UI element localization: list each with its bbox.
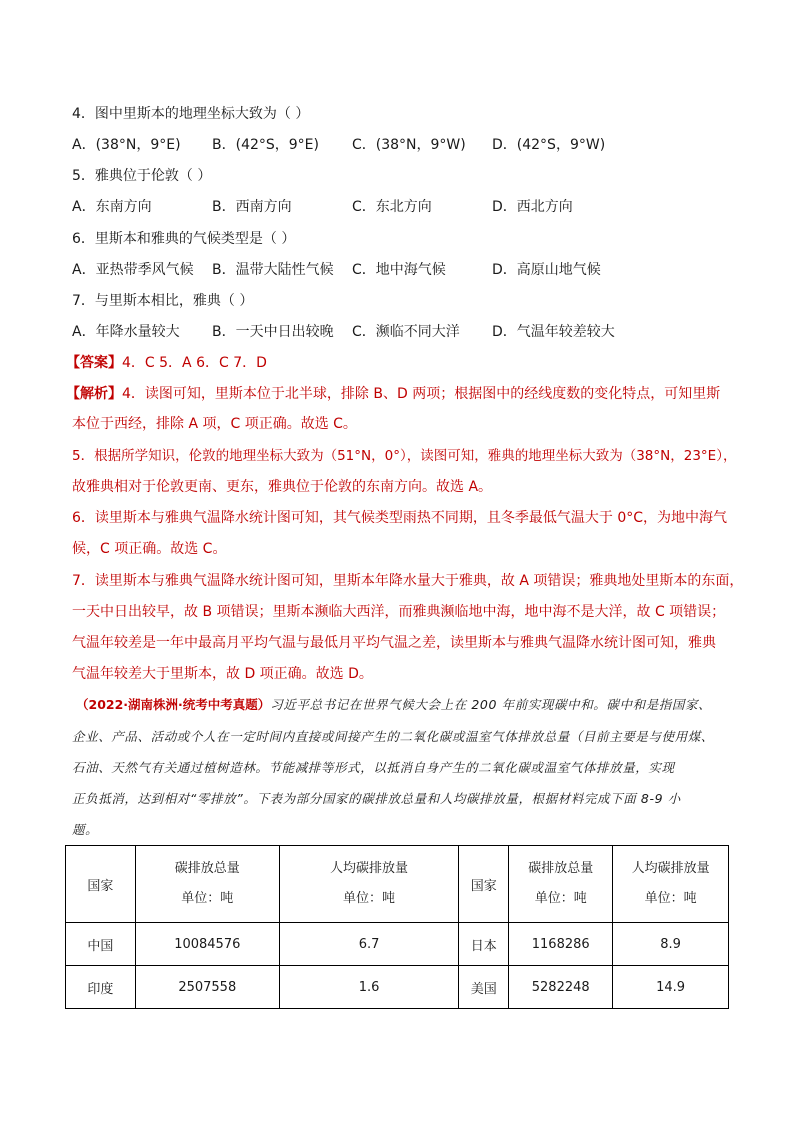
total-cell: 5282248: [509, 966, 613, 1009]
question-5-stem: 5．雅典位于伦敦（ ）: [72, 168, 212, 184]
header-percap-2-label: 人均碳排放量: [631, 861, 710, 876]
percap-cell: 8.9: [613, 923, 729, 966]
header-percap-2: [613, 846, 729, 923]
question-6-option-b: B．温带大陆性气候: [212, 262, 334, 278]
question-5-option-a: A．东南方向: [72, 199, 152, 215]
question-5-option-b: B．西南方向: [212, 199, 292, 215]
answer-tag: 【答案】: [66, 355, 122, 371]
question-7-option-c: C．濒临不同大洋: [352, 324, 460, 340]
total-cell: 1168286: [509, 923, 613, 966]
country-cell: 美国: [459, 966, 509, 1009]
header-total-1: [135, 846, 279, 923]
table-row: [66, 923, 729, 966]
table-row: [66, 966, 729, 1009]
total-cell: 2507558: [135, 966, 279, 1009]
question-4-stem: 4．图中里斯本的地理坐标大致为（ ）: [72, 106, 310, 122]
analysis-line-10: 气温年较差大于里斯本，故 D 项正确。故选 D。: [72, 666, 373, 682]
analysis-tag: 【解析】: [66, 386, 122, 402]
country-cell: 中国: [66, 923, 136, 966]
passage-text-1: 习近平总书记在世界气候大会上在 200 年前实现碳中和。碳中和是指国家、: [270, 697, 712, 712]
analysis-line-1: [66, 384, 720, 404]
question-6-option-d: D．高原山地气候: [492, 262, 601, 278]
question-7-stem: 7．与里斯本相比，雅典（ ）: [72, 293, 254, 309]
analysis-line-2: 本位于西经，排除 A 项，C 项正确。故选 C。: [72, 416, 357, 432]
question-7-option-d: D．气温年较差较大: [492, 324, 615, 340]
header-percap-1: [279, 846, 459, 923]
question-7-option-a: A．年降水量较大: [72, 324, 180, 340]
passage-line-3: 石油、天然气有关通过植树造林。节能减排等形式，以抵消自身产生的二氧化碳或温室气体排放量，实现: [72, 760, 675, 775]
header-country-2: 国家: [459, 846, 509, 923]
passage-line-4: 正负抵消，达到相对“零排放”。下表为部分国家的碳排放总量和人均碳排放量，根据材料完成下面 8-9 小: [72, 791, 681, 806]
analysis-line-6: 候，C 项正确。故选 C。: [72, 541, 227, 557]
question-4-option-d: D．(42°S，9°W): [492, 137, 606, 153]
percap-cell: 1.6: [279, 966, 459, 1009]
question-4-option-b: B．(42°S，9°E): [212, 137, 319, 153]
analysis-line-4: 故雅典相对于伦敦更南、更东，雅典位于伦敦的东南方向。故选 A。: [72, 479, 493, 495]
analysis-line-5: 6．读里斯本与雅典气温降水统计图可知，其气候类型雨热不同期，且冬季最低气温大于 0°C，为地中海气: [72, 510, 728, 526]
percap-cell: 14.9: [613, 966, 729, 1009]
carbon-emission-table: [65, 845, 729, 1009]
analysis-line-7: 7．读里斯本与雅典气温降水统计图可知，里斯本年降水量大于雅典，故 A 项错误；雅典地处里斯本的东面，: [72, 573, 744, 589]
passage-line-2: 企业、产品、活动或个人在一定时间内直接或间接产生的二氧化碳或温室气体排放总量（目前主要是与使用煤、: [72, 729, 714, 744]
analysis-text-1: 4．读图可知，里斯本位于北半球，排除 B、D 两项；根据图中的经线度数的变化特点，可知里斯: [122, 386, 721, 402]
header-total-2: [509, 846, 613, 923]
header-total-1-unit: 单位：吨: [181, 891, 234, 906]
percap-cell: 6.7: [279, 923, 459, 966]
question-6-stem: 6．里斯本和雅典的气候类型是（ ）: [72, 231, 296, 247]
passage-line-5: 题。: [72, 822, 99, 837]
header-percap-1-label: 人均碳排放量: [330, 861, 409, 876]
country-cell: 日本: [459, 923, 509, 966]
table-header-row: [66, 846, 729, 923]
analysis-line-8: 一天中日出较早，故 B 项错误；里斯本濒临大西洋，而雅典濒临地中海，地中海不是大洋，故 C 项错误；: [72, 604, 726, 620]
question-5-option-d: D．西北方向: [492, 199, 573, 215]
header-total-2-label: 碳排放总量: [528, 861, 594, 876]
header-total-2-unit: 单位：吨: [534, 891, 587, 906]
total-cell: 10084576: [135, 923, 279, 966]
header-percap-1-unit: 单位：吨: [343, 891, 396, 906]
header-country-1: 国家: [66, 846, 136, 923]
analysis-line-3: 5．根据所学知识，伦敦的地理坐标大致为（51°N，0°），读图可知，雅典的地理坐标大致为（38°N，23°E），: [72, 448, 737, 464]
question-6-option-a: A．亚热带季风气候: [72, 262, 194, 278]
header-total-1-label: 碳排放总量: [174, 861, 240, 876]
answer-line: [66, 353, 267, 373]
question-6-option-c: C．地中海气候: [352, 262, 446, 278]
analysis-line-9: 气温年较差是一年中最高月平均气温与最低月平均气温之差，读里斯本与雅典气温降水统计图可知，雅典: [72, 635, 716, 651]
question-7-option-b: B．一天中日出较晚: [212, 324, 334, 340]
passage-line-1: [76, 695, 711, 715]
country-cell: 印度: [66, 966, 136, 1009]
passage-source: （2022·湖南株洲·统考中考真题）: [76, 697, 271, 712]
question-4-option-a: A．(38°N，9°E): [72, 137, 181, 153]
answer-text: 4．C 5．A 6．C 7．D: [122, 355, 267, 371]
question-5-option-c: C．东北方向: [352, 199, 432, 215]
header-percap-2-unit: 单位：吨: [644, 891, 697, 906]
question-4-option-c: C．(38°N，9°W): [352, 137, 466, 153]
